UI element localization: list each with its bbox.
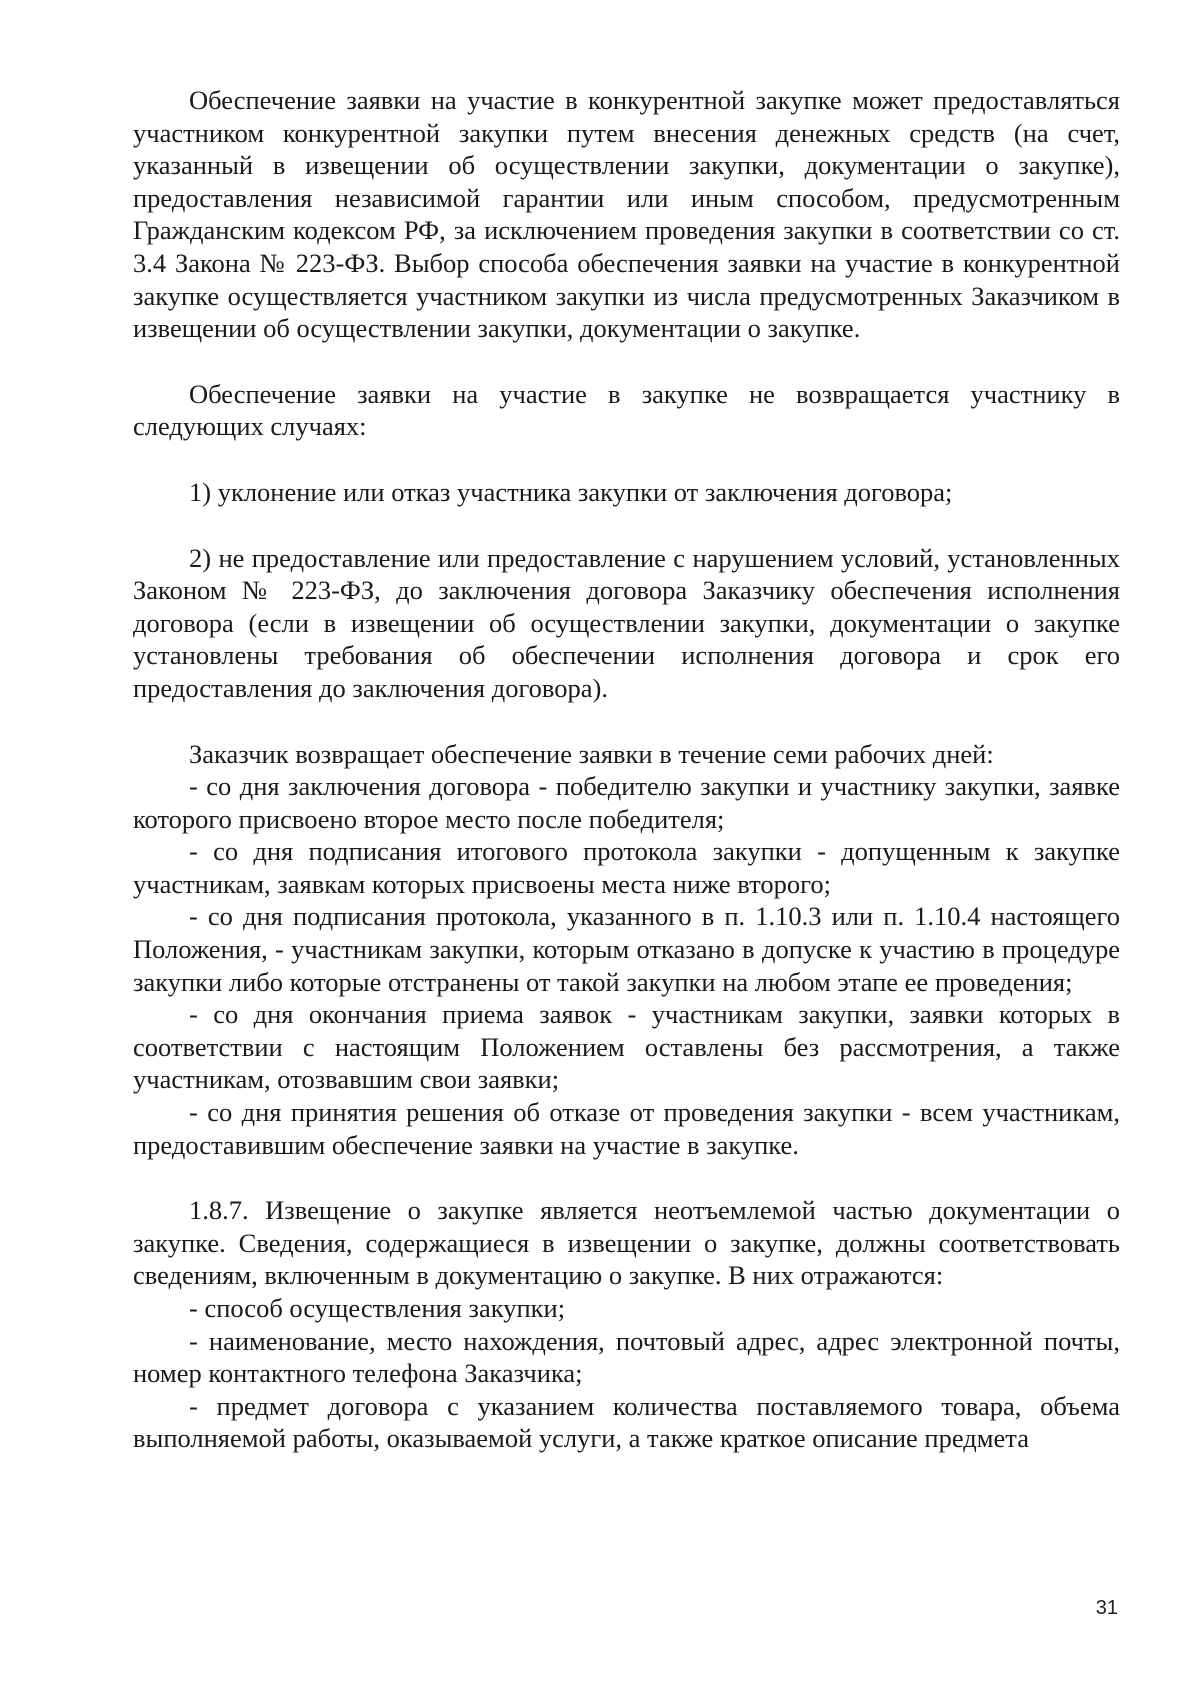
paragraph-case-2: 2) не предоставление или предоставление с нарушением условий, установленных Законом № 223-ФЗ, до заключения договора Заказчику обеспечения исполнения договора (если в извещении об осуществлении закупки, документации о закупке установлены требования об обеспечении исполнения договора и срок его предоставления до заключения договора). [133,542,1120,703]
list-item-return-cancelled: - со дня принятия решения об отказе от проведения закупки - всем участникам, предоставившим обеспечение заявки на участие в закупке. [133,1097,1120,1160]
list-item-contract-subject: - предмет договора с указанием количества поставляемого товара, объема выполняемой работы, оказываемой услуги, а также краткое описание предмета [133,1390,1120,1454]
list-item-return-unreviewed: - со дня окончания приема заявок - участникам закупки, заявки которых в соответствии с настоящим Положением оставлены без рассмотрения, а также участникам, отозвавшим свои заявки; [133,999,1120,1095]
paragraph-case-1: 1) уклонение или отказ участника закупки от заключения договора; [189,476,953,507]
document-body [133,84,1120,1455]
list-item-customer-details: - наименование, место нахождения, почтовый адрес, адрес электронной почты, номер контактного телефона Заказчика; [133,1325,1120,1389]
list-item-return-final-protocol: - со дня подписания итогового протокола закупки - допущенным к закупке участникам, заявкам которых присвоены места ниже второго; [133,836,1120,899]
list-item-procurement-method: - способ осуществления закупки; [189,1293,566,1323]
paragraph-return-intro: Заказчик возвращает обеспечение заявки в течение семи рабочих дней: [189,738,994,769]
list-item-return-rejected: - со дня подписания протокола, указанного в п. 1.10.3 или п. 1.10.4 настоящего Положения, - участникам закупки, которым отказано в допуске к участию в процедуре закупки либо которые отстранены от такой закупки на любом этапе ее проведения; [133,901,1120,997]
paragraph-security-methods: Обеспечение заявки на участие в конкурентной закупке может предоставляться участником конкурентной закупки путем внесения денежных средств (на счет, указанный в извещении об осуществлении закупки, документации о закупке), предоставления независимой гарантии или иным способом, предусмотренным Гражданским кодексом РФ, за исключением проведения закупки в соответствии со ст. 3.4 Закона № 223-ФЗ. Выбор способа обеспечения заявки на участие в конкурентной закупке осуществляется участником закупки из числа предусмотренных Заказчиком в извещении об осуществлении закупки, документации о закупке. [133,85,1120,344]
paragraph-not-returned-intro: Обеспечение заявки на участие в закупке не возвращается участнику в следующих случаях: [133,378,1120,442]
page-number: 31 [1095,1597,1118,1619]
paragraph-section-1-8-7: 1.8.7. Извещение о закупке является неотъемлемой частью документации о закупке. Сведения, содержащиеся в извещении о закупке, должны соответствовать сведениям, включенным в документацию о закупке. В них отражаются: [133,1195,1120,1291]
list-item-return-winner: - со дня заключения договора - победителю закупки и участнику закупки, заявке которого присвоено второе место после победителя; [133,771,1120,834]
